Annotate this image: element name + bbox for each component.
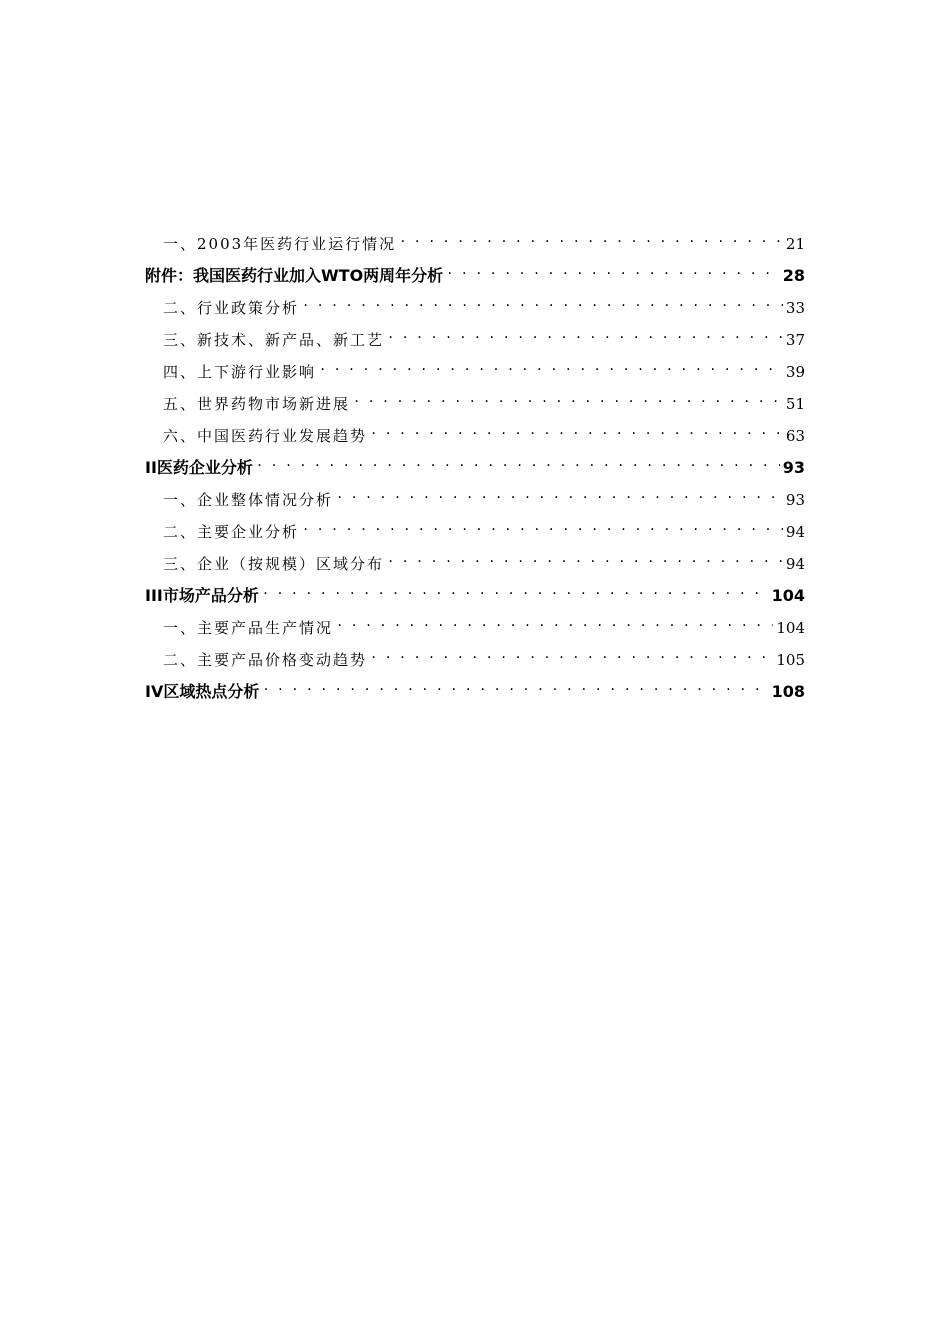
toc-entry-page: 39 [785, 363, 805, 381]
toc-entry[interactable] [145, 420, 805, 452]
toc-entry-page: 28 [782, 266, 805, 285]
toc-entry-page: 21 [785, 235, 805, 253]
toc-dot-leader [262, 588, 769, 604]
toc-entry-page: 93 [782, 458, 805, 477]
toc-entry[interactable] [145, 452, 805, 484]
toc-entry-title: 六、中国医药行业发展趋势 [163, 427, 368, 445]
toc-entry-page: 108 [771, 682, 805, 701]
toc-entry-title: IV区域热点分析 [145, 682, 260, 701]
table-of-contents [145, 228, 805, 708]
toc-entry[interactable] [145, 516, 805, 548]
toc-entry-title: 一、主要产品生产情况 [163, 619, 334, 637]
toc-entry[interactable] [145, 644, 805, 676]
toc-dot-leader [319, 365, 783, 380]
toc-entry[interactable] [145, 292, 805, 324]
toc-dot-leader [387, 557, 783, 572]
toc-entry-title: 附件：我国医药行业加入WTO两周年分析 [145, 266, 444, 285]
toc-entry[interactable] [145, 548, 805, 580]
toc-entry-title: 三、企业（按规模）区域分布 [163, 555, 385, 573]
toc-entry[interactable] [145, 388, 805, 420]
toc-entry-title: 二、行业政策分析 [163, 299, 300, 317]
toc-entry[interactable] [145, 356, 805, 388]
toc-entry[interactable] [145, 484, 805, 516]
toc-entry-page: 94 [785, 555, 805, 573]
toc-entry[interactable] [145, 612, 805, 644]
toc-entry-page: 51 [785, 395, 805, 413]
toc-dot-leader [387, 333, 783, 348]
toc-dot-leader [302, 525, 783, 540]
toc-entry-title: III市场产品分析 [145, 586, 259, 605]
toc-entry-title: 二、主要企业分析 [163, 523, 300, 541]
toc-entry-title: II医药企业分析 [145, 458, 253, 477]
toc-entry[interactable] [145, 260, 805, 292]
toc-dot-leader [302, 301, 783, 316]
toc-entry-page: 37 [785, 331, 805, 349]
toc-entry-page: 94 [785, 523, 805, 541]
toc-dot-leader [256, 460, 780, 476]
toc-entry-page: 104 [771, 586, 805, 605]
toc-dot-leader [446, 268, 780, 284]
toc-dot-leader [336, 493, 783, 508]
toc-dot-leader [262, 684, 768, 700]
toc-entry-page: 93 [785, 491, 805, 509]
toc-dot-leader [353, 397, 783, 412]
toc-entry[interactable] [145, 324, 805, 356]
toc-entry[interactable] [145, 580, 805, 612]
toc-entry-page: 63 [785, 427, 805, 445]
toc-entry[interactable] [145, 228, 805, 260]
toc-dot-leader [370, 653, 773, 668]
toc-entry-title: 三、新技术、新产品、新工艺 [163, 331, 385, 349]
toc-entry-page: 33 [785, 299, 805, 317]
toc-entry[interactable] [145, 676, 805, 708]
toc-entry-title: 二、主要产品价格变动趋势 [163, 651, 368, 669]
toc-entry-page: 104 [776, 619, 805, 637]
toc-entry-title: 五、世界药物市场新进展 [163, 395, 351, 413]
toc-dot-leader [336, 621, 773, 636]
toc-entry-page: 105 [776, 651, 805, 669]
toc-dot-leader [370, 429, 783, 444]
toc-entry-title: 一、企业整体情况分析 [163, 491, 334, 509]
toc-entry-title: 一、2003年医药行业运行情况 [163, 235, 397, 253]
toc-dot-leader [399, 237, 783, 252]
toc-entry-title: 四、上下游行业影响 [163, 363, 317, 381]
